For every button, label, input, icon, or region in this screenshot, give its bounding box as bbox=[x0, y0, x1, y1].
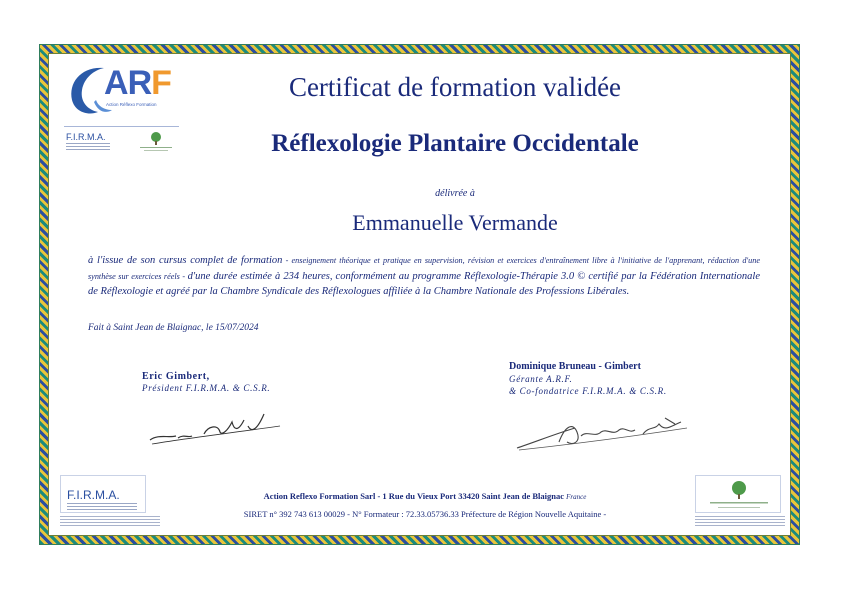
right-signatory-role-1: Gérante A.R.F. bbox=[509, 374, 573, 384]
certificate-body bbox=[88, 253, 760, 300]
body-intro: à l'issue de son cursus complet de formation bbox=[88, 255, 283, 266]
footer-address bbox=[160, 491, 690, 501]
body-rest: d'une durée estimée à 234 heures, conformément au programme Réflexologie-Thérapie 3.0 © certifié par la Fédération Internationale de Réflexologie et agréé par la Chambre Syndicale des Réflexologues affiliée à la Chambre Nationale des Professions Libérales. bbox=[88, 270, 760, 297]
logo-divider bbox=[64, 126, 179, 127]
firma-footer-fineprint bbox=[60, 516, 160, 526]
arf-logo-tagline: Action Réflexo Formation bbox=[106, 102, 157, 107]
footer-address-text: Action Reflexo Formation Sarl - 1 Rue du Vieux Port 33420 Saint Jean de Blaignac bbox=[263, 491, 567, 501]
footer-country: France bbox=[566, 493, 587, 501]
footer-registration: SIRET n° 392 743 613 00029 - N° Formateur : 72.33.05736.33 Préfecture de Région Nouvelle Aquitaine - bbox=[243, 509, 607, 519]
left-handwritten-signature bbox=[148, 408, 283, 448]
body-details: - enseignement théorique et pratique en supervision, révision et exercices d'entraînement libre à l'initiative de l'apprenant, rédaction d'une synthèse sur exercices réels - bbox=[88, 256, 760, 281]
arf-logo bbox=[66, 62, 181, 122]
firma-logo-footer-caption bbox=[67, 503, 137, 511]
place-and-date: Fait à Saint Jean de Blaignac, le 15/07/2024 bbox=[88, 323, 259, 333]
csr-tree-logo-small bbox=[136, 130, 176, 154]
csr-tree-icon bbox=[696, 476, 782, 514]
recipient-name: Emmanuelle Vermande bbox=[352, 210, 558, 235]
left-signatory-role: Président F.I.R.M.A. & C.S.R. bbox=[142, 383, 271, 393]
csr-logo-footer bbox=[695, 475, 781, 513]
certificate-title: Certificat de formation validée bbox=[288, 72, 622, 102]
right-signatory-role-2: & Co-fondatrice F.I.R.M.A. & C.S.R. bbox=[509, 386, 667, 396]
partner-logos-header bbox=[64, 126, 184, 156]
firma-logo-small: F.I.R.M.A. bbox=[66, 132, 106, 142]
delivered-to-label: délivrée à bbox=[435, 188, 475, 199]
arf-logo-text: ARF bbox=[104, 64, 171, 102]
firma-logo-footer bbox=[60, 475, 146, 513]
right-signatory-name: Dominique Bruneau - Gimbert bbox=[509, 361, 641, 372]
csr-footer-fineprint bbox=[695, 516, 785, 526]
right-handwritten-signature bbox=[515, 412, 690, 452]
left-signatory-name: Eric Gimbert, bbox=[142, 371, 210, 382]
firma-logo-footer-text: F.I.R.M.A. bbox=[67, 488, 120, 502]
firma-logo-small-caption bbox=[66, 143, 110, 151]
training-name: Réflexologie Plantaire Occidentale bbox=[271, 130, 639, 157]
